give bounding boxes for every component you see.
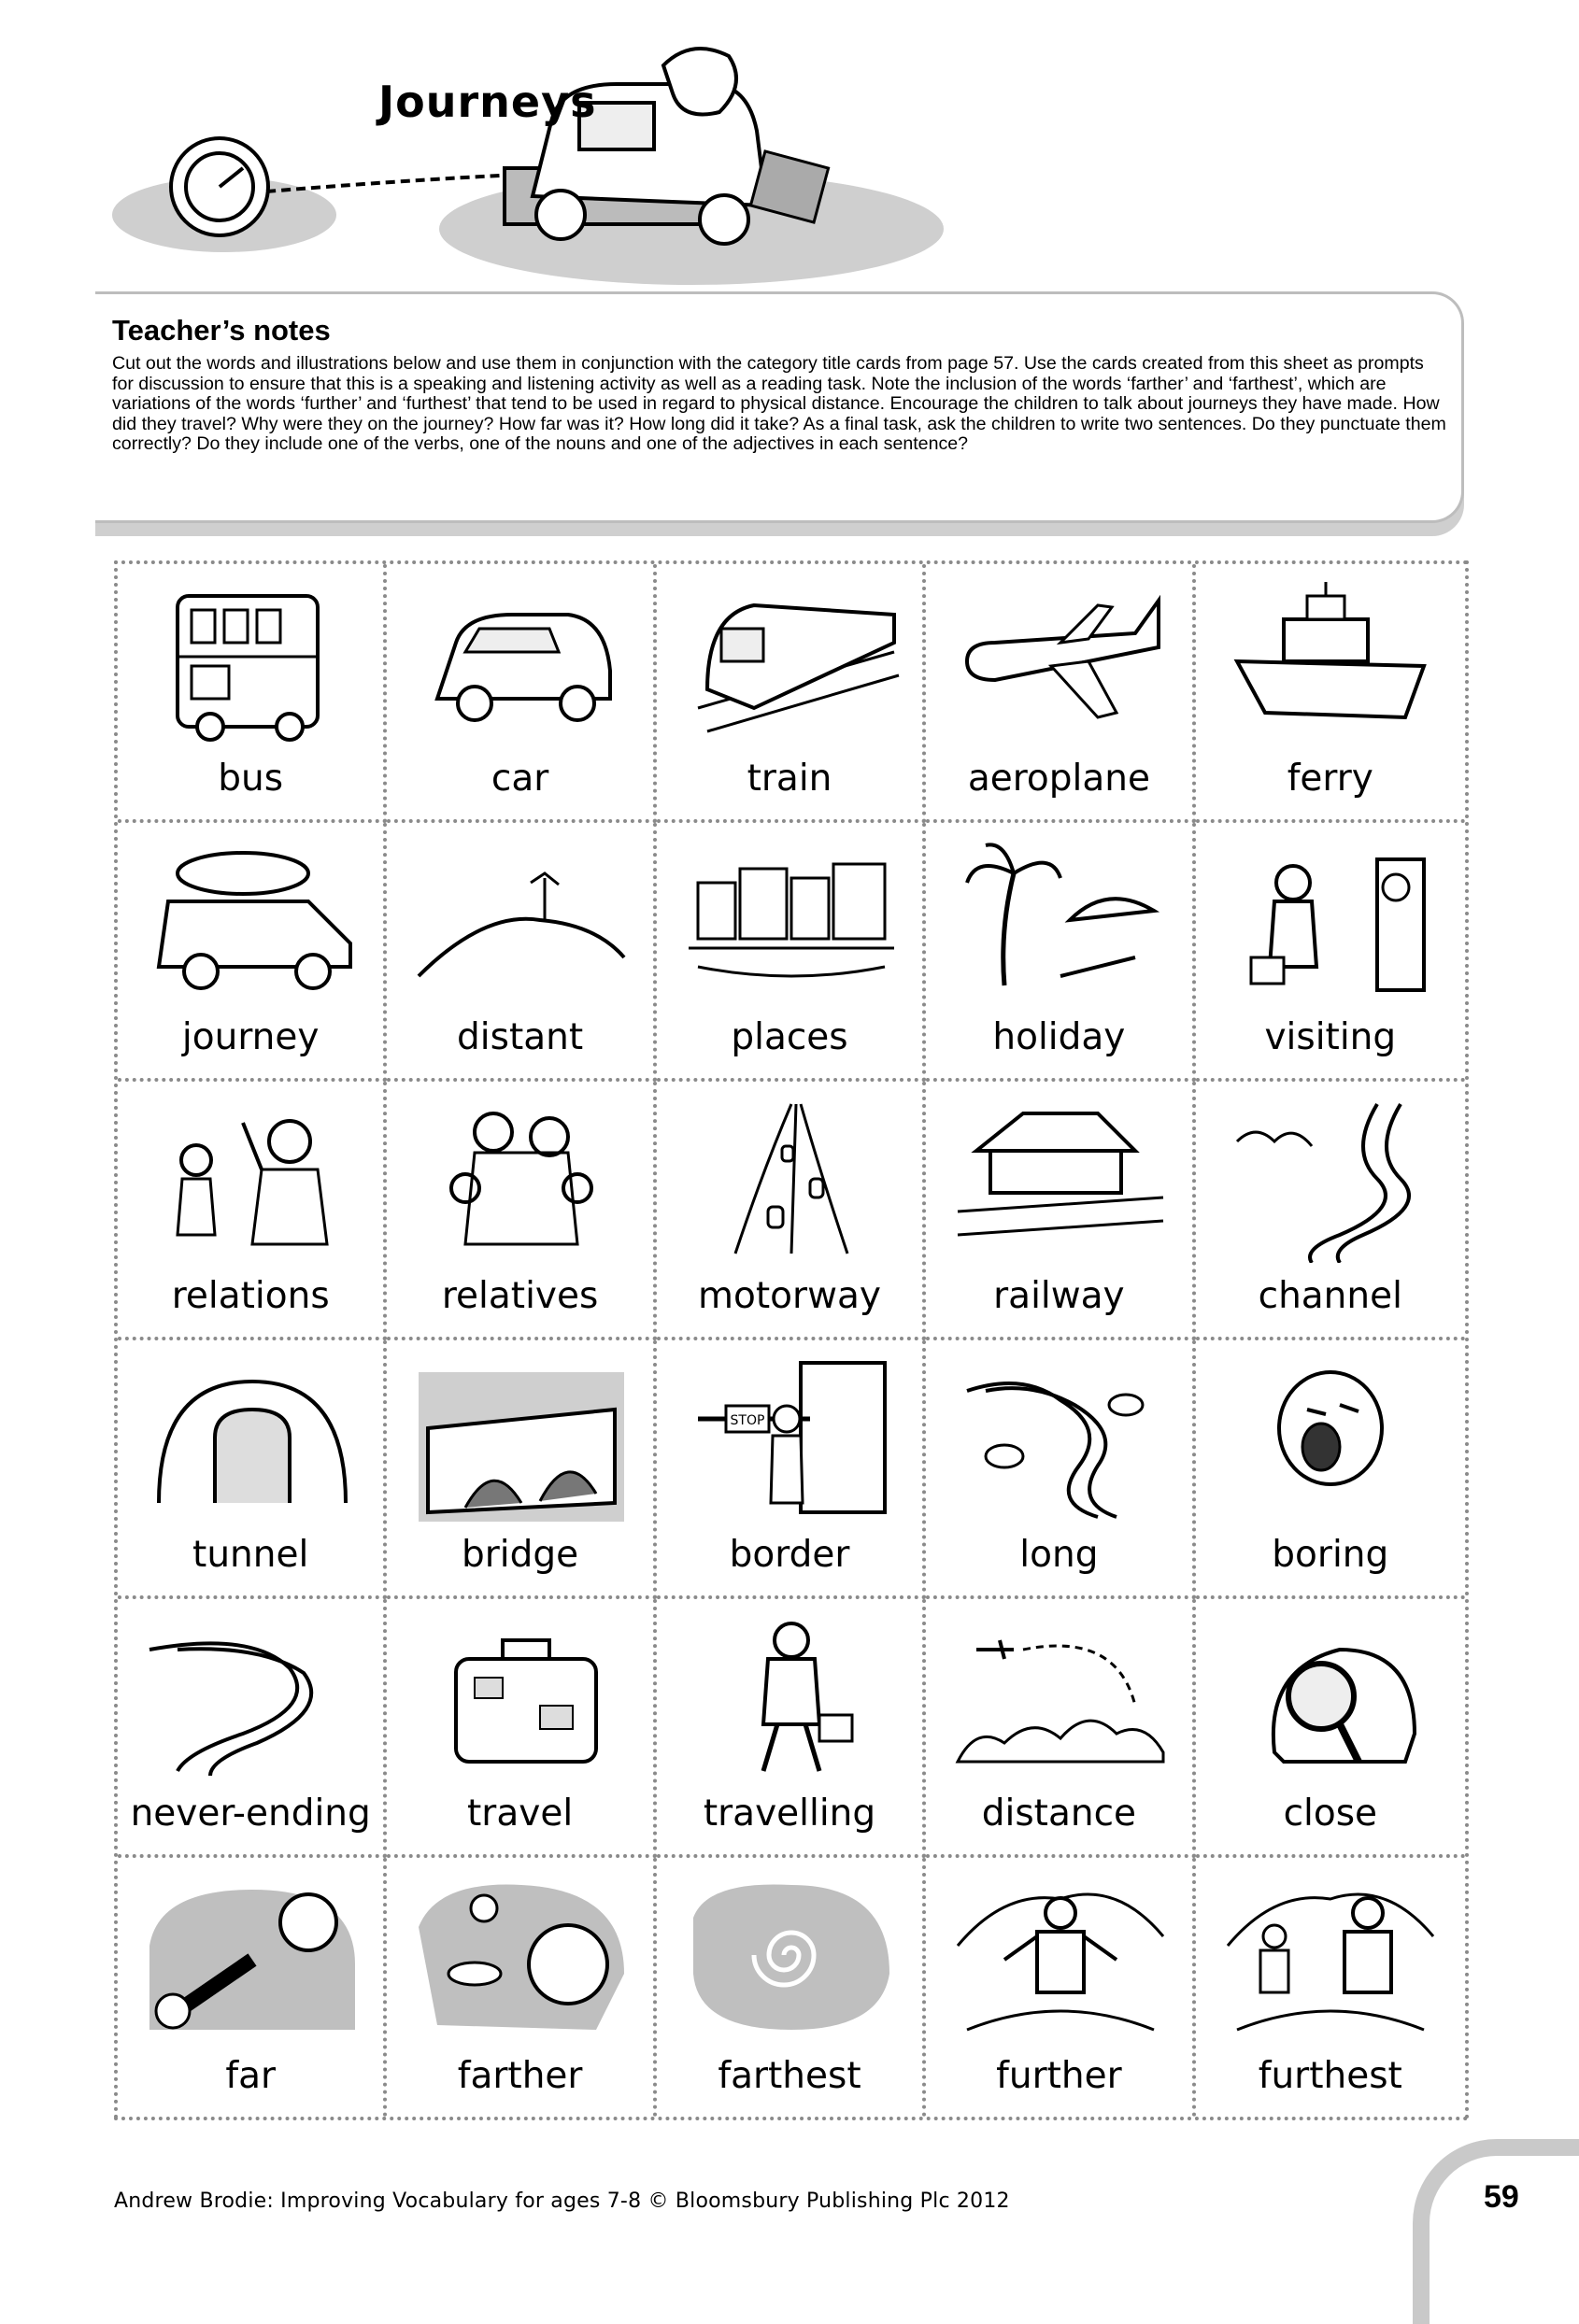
distant-hill-icon: [409, 836, 633, 1004]
card-bus[interactable]: [118, 564, 387, 823]
bus-icon: [140, 577, 364, 745]
two-explorers-icon: [1218, 1871, 1443, 2039]
card-farther[interactable]: [387, 1858, 656, 2117]
traveller-icon: [679, 1612, 903, 1780]
card-word: boring: [1272, 1534, 1389, 1576]
card-word: channel: [1258, 1275, 1402, 1317]
card-word: farther: [457, 2055, 583, 2097]
page-title: Journeys: [378, 77, 597, 127]
page-number-tab: [1413, 2139, 1579, 2324]
card-ferry[interactable]: [1196, 564, 1465, 823]
train-icon: [679, 577, 903, 745]
card-furthest[interactable]: [1196, 1858, 1465, 2117]
card-word: distant: [457, 1016, 584, 1058]
visitor-icon: [1218, 836, 1443, 1004]
channel-icon: [1218, 1095, 1443, 1263]
plane-path-icon: [948, 1612, 1173, 1780]
card-farthest[interactable]: [657, 1858, 926, 2117]
page-number: 59: [1484, 2179, 1519, 2215]
motorway-icon: [679, 1095, 903, 1263]
galaxy-icon: [679, 1871, 903, 2039]
footer-credit: Andrew Brodie: Improving Vocabulary for ages 7-8 © Bloomsbury Publishing Plc 2012: [114, 2189, 1010, 2213]
card-tunnel[interactable]: [118, 1340, 387, 1599]
card-train[interactable]: [657, 564, 926, 823]
winding-road-icon: [140, 1612, 364, 1780]
card-boring[interactable]: [1196, 1340, 1465, 1599]
beach-icon: [948, 836, 1173, 1004]
card-motorway[interactable]: [657, 1082, 926, 1340]
measuring-wheel-icon: [171, 138, 268, 235]
card-places[interactable]: [657, 823, 926, 1082]
card-word: ferry: [1287, 758, 1373, 800]
card-relations[interactable]: [118, 1082, 387, 1340]
card-long[interactable]: [926, 1340, 1195, 1599]
card-car[interactable]: [387, 564, 656, 823]
card-word: train: [747, 758, 832, 800]
card-word: aeroplane: [967, 758, 1150, 800]
card-word: railway: [993, 1275, 1125, 1317]
suitcase-icon: [409, 1612, 633, 1780]
card-word: tunnel: [192, 1534, 309, 1576]
card-journey[interactable]: [118, 823, 387, 1082]
card-railway[interactable]: [926, 1082, 1195, 1340]
tunnel-icon: [140, 1353, 364, 1522]
card-border[interactable]: [657, 1340, 926, 1599]
card-far[interactable]: [118, 1858, 387, 2117]
notes-title: Teacher’s notes: [112, 314, 331, 347]
card-further[interactable]: [926, 1858, 1195, 2117]
card-word: visiting: [1264, 1016, 1397, 1058]
family-icon: [409, 1095, 633, 1263]
card-travel[interactable]: [387, 1599, 656, 1858]
planets-icon: [409, 1871, 633, 2039]
card-word: journey: [181, 1016, 320, 1058]
card-word: relatives: [441, 1275, 599, 1317]
ferry-icon: [1218, 577, 1443, 745]
card-word: holiday: [992, 1016, 1126, 1058]
town-icon: [679, 836, 903, 1004]
yawning-face-icon: [1218, 1353, 1443, 1522]
card-close[interactable]: [1196, 1599, 1465, 1858]
card-word: travelling: [703, 1793, 876, 1835]
card-word: travel: [467, 1793, 574, 1835]
telescope-icon: [140, 1871, 364, 2039]
card-channel[interactable]: [1196, 1082, 1465, 1340]
bridge-icon: [409, 1353, 633, 1522]
card-word: relations: [171, 1275, 330, 1317]
card-travelling[interactable]: [657, 1599, 926, 1858]
stop-sign-text: STOP: [730, 1413, 765, 1428]
header-illustration: [112, 28, 1084, 308]
card-relatives[interactable]: [387, 1082, 656, 1340]
car-icon: [409, 577, 633, 745]
card-never-ending[interactable]: [118, 1599, 387, 1858]
aeroplane-icon: [948, 577, 1173, 745]
border-guard-icon: [679, 1353, 903, 1522]
loaded-car-icon: [140, 836, 364, 1004]
card-distance[interactable]: [926, 1599, 1195, 1858]
card-word: motorway: [698, 1275, 881, 1317]
card-word: further: [996, 2055, 1122, 2097]
card-visiting[interactable]: [1196, 823, 1465, 1082]
station-icon: [948, 1095, 1173, 1263]
card-word: distance: [981, 1793, 1137, 1835]
card-aeroplane[interactable]: [926, 564, 1195, 823]
card-word: bus: [218, 758, 284, 800]
explorer-icon: [948, 1871, 1173, 2039]
card-word: places: [731, 1016, 848, 1058]
card-bridge[interactable]: [387, 1340, 656, 1599]
card-word: never-ending: [130, 1793, 371, 1835]
card-word: farthest: [718, 2055, 861, 2097]
long-road-icon: [948, 1353, 1173, 1522]
card-word: border: [729, 1534, 850, 1576]
notes-body: Cut out the words and illustrations below and use them in conjunction with the category title cards from page 57. Use the cards created from this sheet as prompts for discussion to ensure that this is a speaking and listening activity as well as a reading task. Note the inclusion of the words ‘farther’ and ‘farthest’, which are variations of the words ‘further’ and ‘furthest’ that tend to be used in regard to physical distance. Encourage the children to talk about journeys they have made. How did they travel? Why were they on the journey? How far was it? How long did it take? As a final task, ask the children to write two sentences. Do they punctuate them correctly? Do they include one of the verbs, one of the nouns and one of the adjectives in each sentence?: [112, 353, 1446, 454]
waving-people-icon: [140, 1095, 364, 1263]
word-card-grid: [114, 560, 1469, 2120]
card-word: car: [491, 758, 549, 800]
magnifier-icon: [1218, 1612, 1443, 1780]
card-word: long: [1019, 1534, 1099, 1576]
card-word: bridge: [462, 1534, 579, 1576]
card-distant[interactable]: [387, 823, 656, 1082]
card-word: furthest: [1258, 2055, 1402, 2097]
card-holiday[interactable]: [926, 823, 1195, 1082]
card-word: close: [1283, 1793, 1378, 1835]
card-word: far: [225, 2055, 277, 2097]
